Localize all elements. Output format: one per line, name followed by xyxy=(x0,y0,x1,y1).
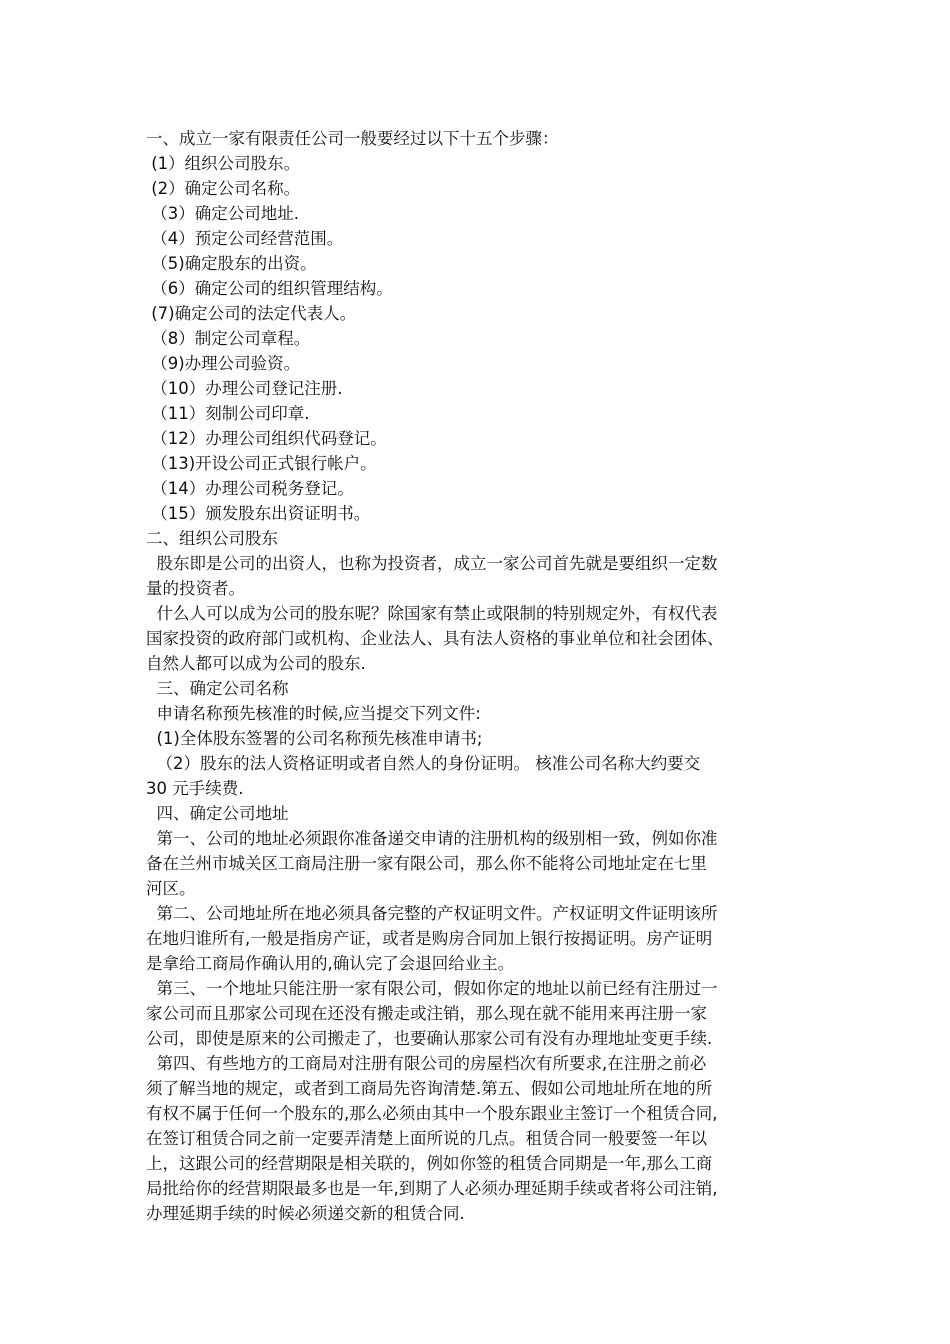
text-line: 上，这跟公司的经营期限是相关联的，例如你签的租赁合同期是一年,那么工商 xyxy=(146,1154,713,1173)
text-line: 河区。 xyxy=(146,879,196,898)
text-line: 量的投资者。 xyxy=(146,579,245,598)
text-line: (1)全体股东签署的公司名称预先核准申请书; xyxy=(146,729,483,748)
text-line: 第一、公司的地址必须跟你准备递交申请的注册机构的级别相一致，例如你准 xyxy=(146,829,718,848)
text-line: （14）办理公司税务登记。 xyxy=(146,479,354,498)
text-line: （11）刻制公司印章. xyxy=(146,404,310,423)
text-line: (1）组织公司股东。 xyxy=(146,154,301,173)
text-line: 有权不属于任何一个股东的,那么必须由其中一个股东跟业主签订一个租赁合同, xyxy=(146,1104,718,1123)
text-line: （4）预定公司经营范围。 xyxy=(146,229,344,248)
text-line: 国家投资的政府部门或机构、企业法人、具有法人资格的事业单位和社会团体、 xyxy=(146,629,724,648)
text-line: 家公司而且那家公司现在还没有搬走或注销，那么现在就不能用来再注册一家 xyxy=(146,1004,707,1023)
text-line: 自然人都可以成为公司的股东. xyxy=(146,654,366,673)
text-line: 是拿给工商局作确认用的,确认完了会退回给业主。 xyxy=(146,954,515,973)
text-line: （15）颁发股东出资证明书。 xyxy=(146,504,371,523)
text-line: 30 元手续费. xyxy=(146,779,244,798)
text-line: 四、确定公司地址 xyxy=(146,804,289,823)
text-line: （2）股东的法人资格证明或者自然人的身份证明。 核准公司名称大约要交 xyxy=(146,754,701,773)
text-line: 备在兰州市城关区工商局注册一家有限公司，那么你不能将公司地址定在七里 xyxy=(146,854,707,873)
text-line: 须了解当地的规定，或者到工商局先咨询清楚.第五、假如公司地址所在地的所 xyxy=(146,1079,713,1098)
text-line: (7)确定公司的法定代表人。 xyxy=(146,304,357,323)
text-line: (2）确定公司名称。 xyxy=(146,179,301,198)
text-line: （3）确定公司地址. xyxy=(146,204,299,223)
text-line: 申请名称预先核准的时候,应当提交下列文件: xyxy=(146,704,481,723)
text-line: 三、确定公司名称 xyxy=(146,679,289,698)
text-line: （13)开设公司正式银行帐户。 xyxy=(146,454,377,473)
text-line: （8）制定公司章程。 xyxy=(146,329,311,348)
text-line: （12）办理公司组织代码登记。 xyxy=(146,429,387,448)
text-line: 股东即是公司的出资人，也称为投资者，成立一家公司首先就是要组织一定数 xyxy=(146,554,718,573)
text-line: （5)确定股东的出资。 xyxy=(146,254,317,273)
text-line: 一、成立一家有限责任公司一般要经过以下十五个步骤： xyxy=(146,129,559,148)
text-line: 局批给你的经营期限最多也是一年,到期了人必须办理延期手续或者将公司注销, xyxy=(146,1179,718,1198)
text-line: 公司，即使是原来的公司搬走了，也要确认那家公司有没有办理地址变更手续. xyxy=(146,1029,713,1048)
text-line: 办理延期手续的时候必须递交新的租赁合同. xyxy=(146,1204,465,1223)
text-line: 二、组织公司股东 xyxy=(146,529,278,548)
text-line: 第二、公司地址所在地必须具备完整的产权证明文件。产权证明文件证明该所 xyxy=(146,904,718,923)
text-line: 第四、有些地方的工商局对注册有限公司的房屋档次有所要求,在注册之前必 xyxy=(146,1054,707,1073)
text-line: 在签订租赁合同之前一定要弄清楚上面所说的几点。租赁合同一般要签一年以 xyxy=(146,1129,707,1148)
text-line: （10）办理公司登记注册. xyxy=(146,379,343,398)
text-line: （6）确定公司的组织管理结构。 xyxy=(146,279,393,298)
document-body xyxy=(146,126,812,1226)
text-line: 什么人可以成为公司的股东呢？除国家有禁止或限制的特别规定外，有权代表 xyxy=(146,604,718,623)
text-line: （9)办理公司验资。 xyxy=(146,354,301,373)
text-line: 第三、一个地址只能注册一家有限公司，假如你定的地址以前已经有注册过一 xyxy=(146,979,718,998)
text-line: 在地归谁所有,一般是指房产证，或者是购房合同加上银行按揭证明。房产证明 xyxy=(146,929,713,948)
